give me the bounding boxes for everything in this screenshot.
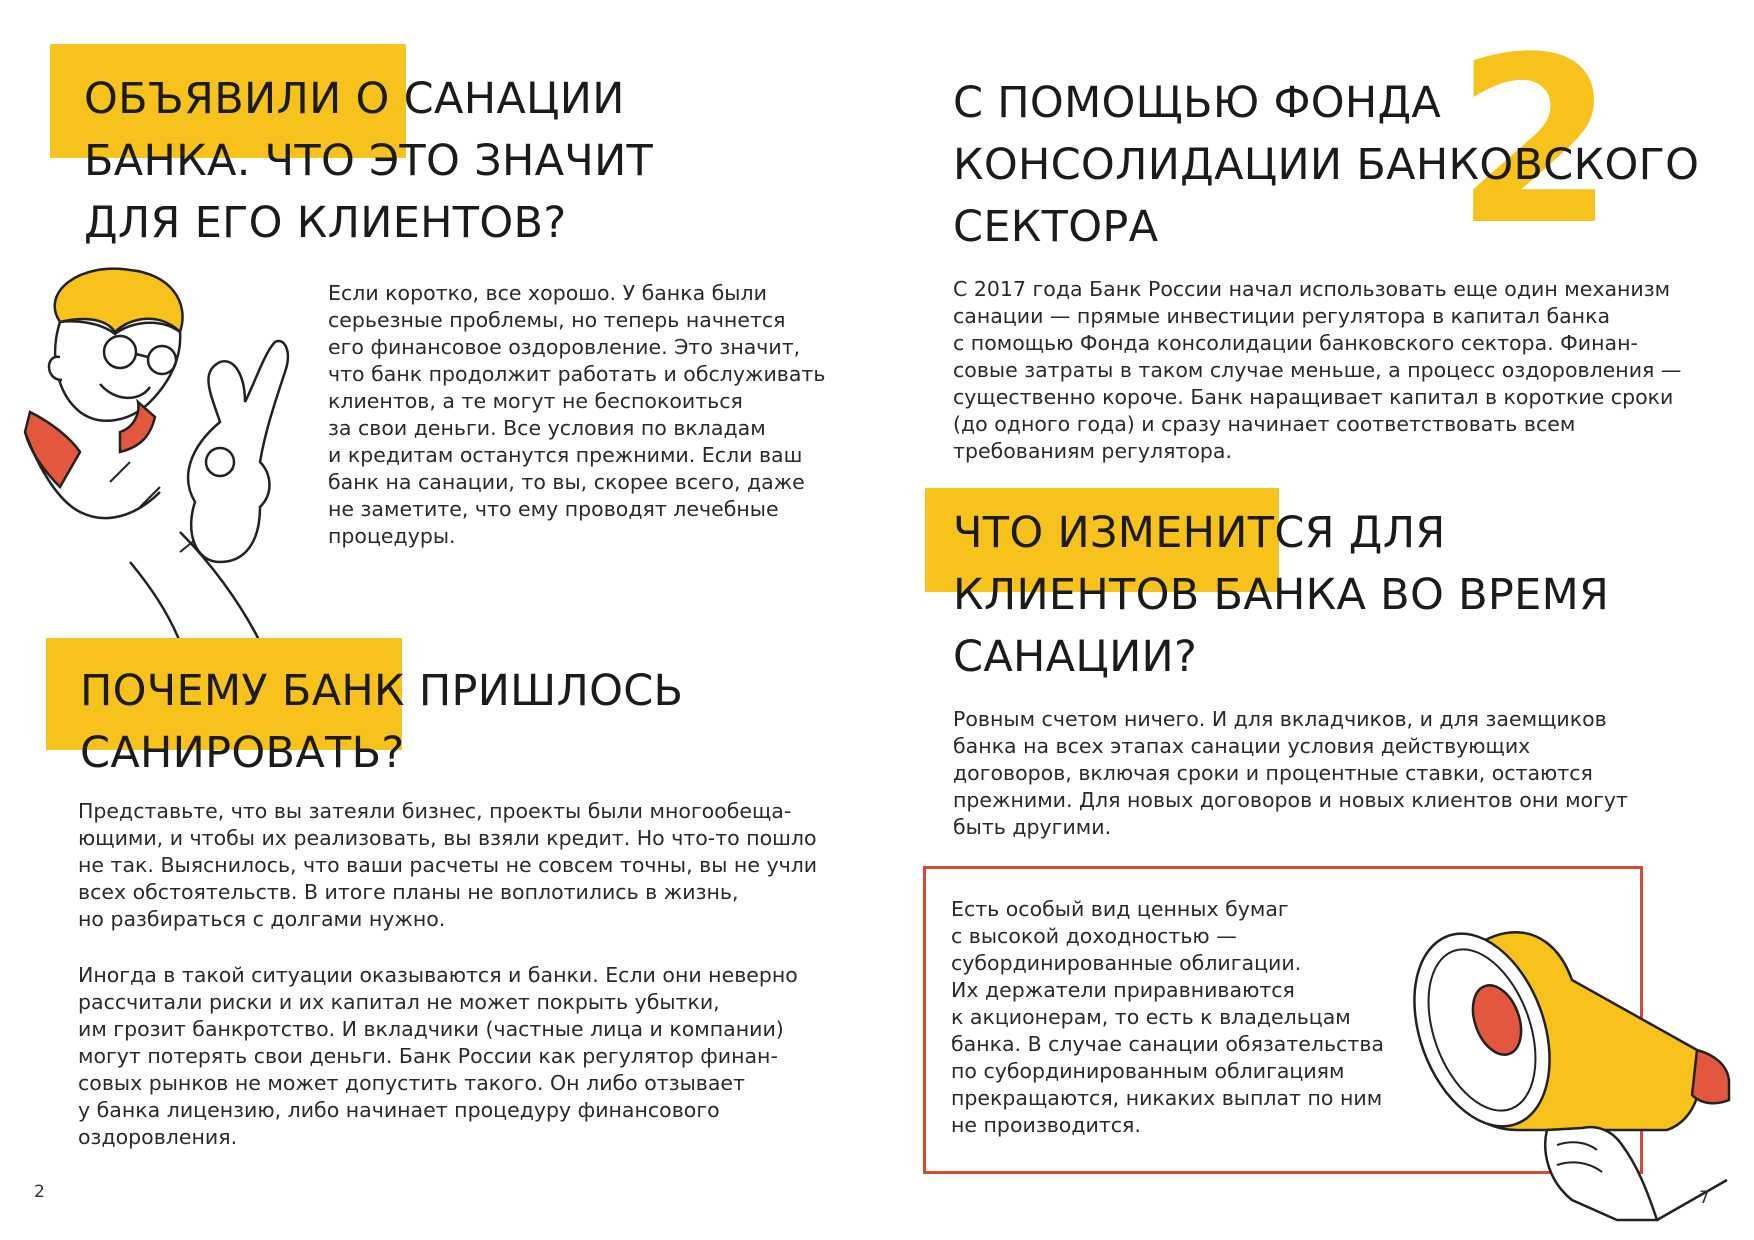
text-line: с помощью Фонда консолидации банковского сектора. Финан-: [953, 331, 1638, 355]
text-line: рассчитали риски и их капитал не может покрыть убытки,: [78, 990, 720, 1014]
text-line: не так. Выяснилось, что ваши расчеты не совсем точны, вы не учли: [78, 853, 818, 877]
text-line: и кредитам останутся прежними. Если ваш: [328, 443, 803, 467]
text-line: быть другими.: [953, 815, 1112, 839]
text-line: прекращаются, никаких выплат по ним: [951, 1086, 1383, 1110]
paragraph-business-analogy: [78, 798, 817, 933]
text-line: им грозит банкротство. И вкладчики (частные лица и компании): [78, 1017, 784, 1041]
text-line: банка. В случае санации обязательства: [951, 1032, 1384, 1056]
text-line: его финансовое оздоровление. Это значит,: [328, 335, 801, 359]
heading-line: БАНКА. ЧТО ЭТО ЗНАЧИТ: [84, 136, 654, 186]
text-line: банк на санации, то вы, скорее всего, даже: [328, 470, 805, 494]
page-number: 7: [1699, 1188, 1710, 1208]
text-line: но разбираться с долгами нужно.: [78, 907, 446, 931]
text-line: Иногда в такой ситуации оказываются и банки. Если они неверно: [78, 963, 798, 987]
section-heading-what-changes: [953, 502, 1609, 688]
paragraph-nothing-changes: [953, 706, 1628, 841]
text-line: по субординированным облигациям: [951, 1059, 1345, 1083]
text-line: серьезные проблемы, но теперь начнется: [328, 308, 786, 332]
text-line: санации — прямые инвестиции регулятора в капитал банка: [953, 304, 1611, 328]
text-line: Есть особый вид ценных бумаг: [951, 897, 1289, 921]
paragraph-banks-situation: [78, 962, 798, 1151]
man-ok-gesture-illustration: [20, 262, 340, 642]
text-line: банка на всех этапах санации условия действующих: [953, 734, 1531, 758]
heading-line: САНАЦИИ?: [953, 632, 1198, 682]
text-line: Их держатели приравниваются: [951, 978, 1295, 1002]
text-line: не заметите, что ему проводят лечебные: [328, 497, 779, 521]
text-line: совых рынков не может допустить такого. Он либо отзывает: [78, 1071, 745, 1095]
text-line: С 2017 года Банк России начал использовать еще один механизм: [953, 277, 1671, 301]
text-line: у банка лицензию, либо начинает процедуру финансового: [78, 1098, 720, 1122]
text-line: Если коротко, все хорошо. У банка были: [328, 281, 767, 305]
heading-line: КОНСОЛИДАЦИИ БАНКОВСКОГО: [953, 140, 1700, 190]
right-page: [877, 0, 1754, 1240]
paragraph-consolidation-fund: [953, 276, 1681, 465]
text-line: всех обстоятельств. В итоге планы не воплотились в жизнь,: [78, 880, 739, 904]
section-heading-why-sanation: [80, 660, 683, 784]
text-line: существенно короче. Банк наращивает капитал в короткие сроки: [953, 385, 1674, 409]
text-line: договоров, включая сроки и процентные ставки, остаются: [953, 761, 1593, 785]
heading-line: СЕКТОРА: [953, 202, 1159, 252]
text-line: за свои деньги. Все условия по вкладам: [328, 416, 766, 440]
heading-line: КЛИЕНТОВ БАНКА ВО ВРЕМЯ: [953, 570, 1610, 620]
heading-line: САНИРОВАТЬ?: [80, 728, 405, 778]
text-line: к акционерам, то есть к владельцам: [951, 1005, 1351, 1029]
text-line: оздоровления.: [78, 1125, 238, 1149]
text-line: ющими, и чтобы их реализовать, вы взяли кредит. Но что-то пошло: [78, 826, 817, 850]
callout-subordinated-bonds: [951, 896, 1384, 1139]
section-number: 2: [1455, 9, 1616, 276]
heading-line: ЧТО ИЗМЕНИТСЯ ДЛЯ: [953, 508, 1446, 558]
heading-line: ДЛЯ ЕГО КЛИЕНТОВ?: [84, 198, 567, 248]
heading-line: С ПОМОЩЬЮ ФОНДА: [953, 78, 1442, 128]
megaphone-illustration: [1397, 880, 1737, 1220]
text-line: Представьте, что вы затеяли бизнес, проекты были многообеща-: [78, 799, 792, 823]
text-line: процедуры.: [328, 524, 456, 548]
text-line: прежними. Для новых договоров и новых клиентов они могут: [953, 788, 1628, 812]
text-line: могут потерять свои деньги. Банк России как регулятор финан-: [78, 1044, 778, 1068]
paragraph-short-answer: [328, 280, 825, 550]
text-line: клиентов, а те могут не беспокоиться: [328, 389, 743, 413]
section-heading-consolidation-fund: [953, 72, 1699, 258]
text-line: с высокой доходностью —: [951, 924, 1237, 948]
page-number: 2: [34, 1182, 45, 1202]
heading-line: ОБЪЯВИЛИ О САНАЦИИ: [84, 74, 625, 124]
text-line: не производится.: [951, 1113, 1141, 1137]
text-line: совые затраты в таком случае меньше, а процесс оздоровления —: [953, 358, 1682, 382]
text-line: (до одного года) и сразу начинает соответствовать всем: [953, 412, 1576, 436]
text-line: требованиям регулятора.: [953, 439, 1232, 463]
heading-line: ПОЧЕМУ БАНК ПРИШЛОСЬ: [80, 666, 684, 716]
text-line: что банк продолжит работать и обслуживать: [328, 362, 826, 386]
text-line: субординированные облигации.: [951, 951, 1302, 975]
section-heading-sanation-announced: [84, 68, 653, 254]
text-line: Ровным счетом ничего. И для вкладчиков, и для заемщиков: [953, 707, 1607, 731]
